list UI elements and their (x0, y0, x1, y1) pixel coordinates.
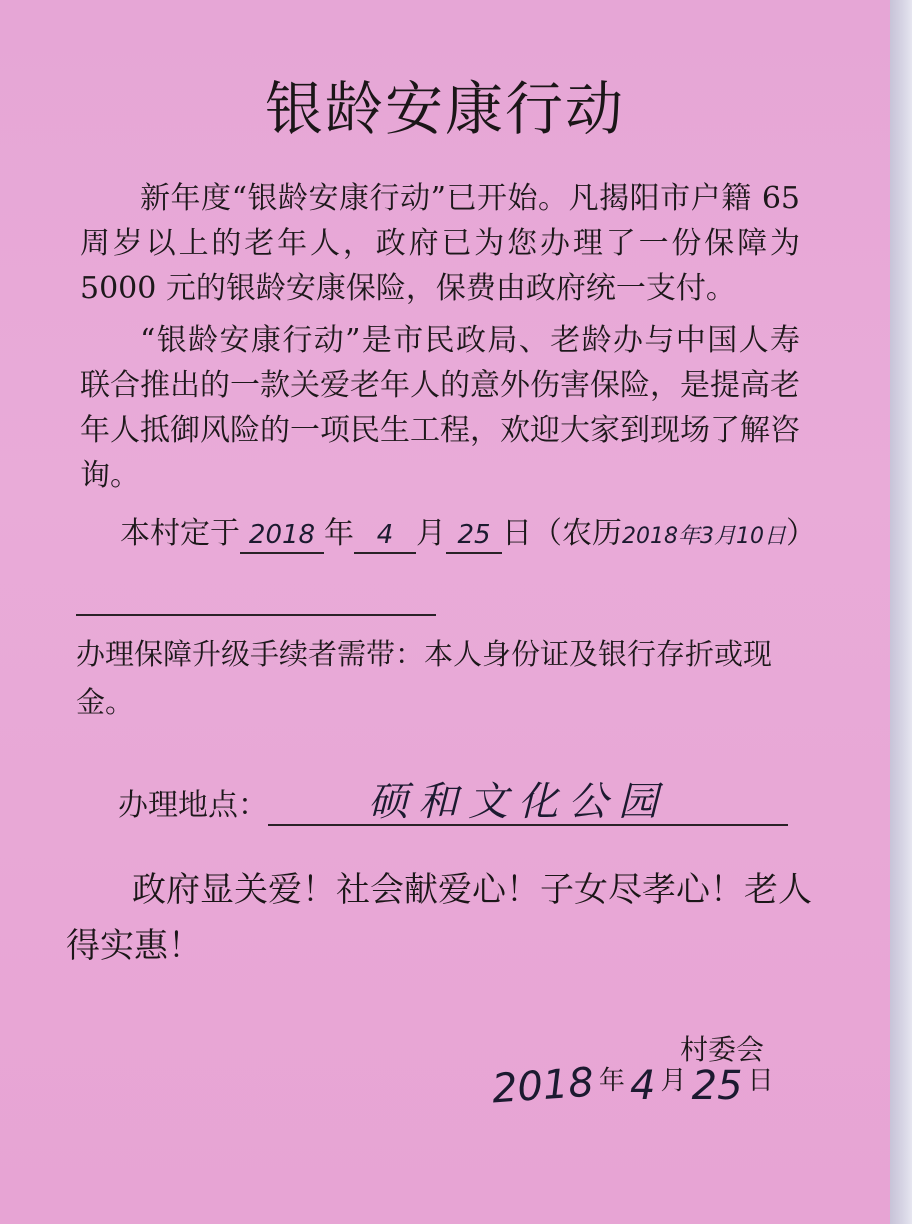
notice-title: 银龄安康行动 (264, 75, 625, 143)
signature-date (490, 1059, 774, 1113)
signature-month-handwritten: 4 (630, 1063, 656, 1109)
lunar-date-handwritten: 2018年3月10日 (622, 524, 786, 549)
signature-month-unit: 月 (660, 1066, 687, 1096)
location-label: 办理地点： (118, 788, 268, 823)
signature-year-handwritten: 2018 (490, 1059, 596, 1113)
schedule-line (120, 508, 816, 554)
schedule-month-unit: 月 (416, 516, 446, 551)
schedule-month-handwritten: 4 (354, 518, 416, 554)
requirements-text: 办理保障升级手续者需带：本人身份证及银行存折或现金。 (76, 637, 773, 719)
slogan-text: 政府显关爱！社会献爱心！子女尽孝心！老人得实惠！ (66, 870, 812, 966)
location-handwritten: 硕和文化公园 (268, 780, 788, 826)
location-line (118, 780, 788, 826)
schedule-day-unit: 日 (502, 516, 532, 551)
lunar-open: （农历 (532, 516, 622, 551)
paragraph-description: “银龄安康行动”是市民政局、老龄办与中国人寿联合推出的一款关爱老年人的意外伤害保险，是提高老年人抵御风险的一项民生工程，欢迎大家到现场了解咨询。 (80, 323, 800, 493)
background-edge (890, 0, 912, 1224)
signature-day-handwritten: 25 (691, 1063, 743, 1109)
divider-line (76, 614, 436, 616)
schedule-year-handwritten: 2018 (240, 518, 324, 554)
committee-signature: 村委会 (680, 1033, 765, 1066)
paragraph-intro: 新年度“银龄安康行动”已开始。凡揭阳市户籍 65 周岁以上的老年人，政府已为您办理了一份保障为 5000 元的银龄安康保险，保费由政府统一支付。 (80, 181, 800, 306)
signature-year-unit: 年 (598, 1066, 625, 1096)
lunar-close: ） (785, 516, 816, 551)
schedule-day-handwritten: 25 (446, 518, 502, 554)
schedule-year-unit: 年 (324, 516, 354, 551)
signature-day-unit: 日 (747, 1066, 774, 1096)
schedule-prefix: 本村定于 (120, 516, 240, 551)
